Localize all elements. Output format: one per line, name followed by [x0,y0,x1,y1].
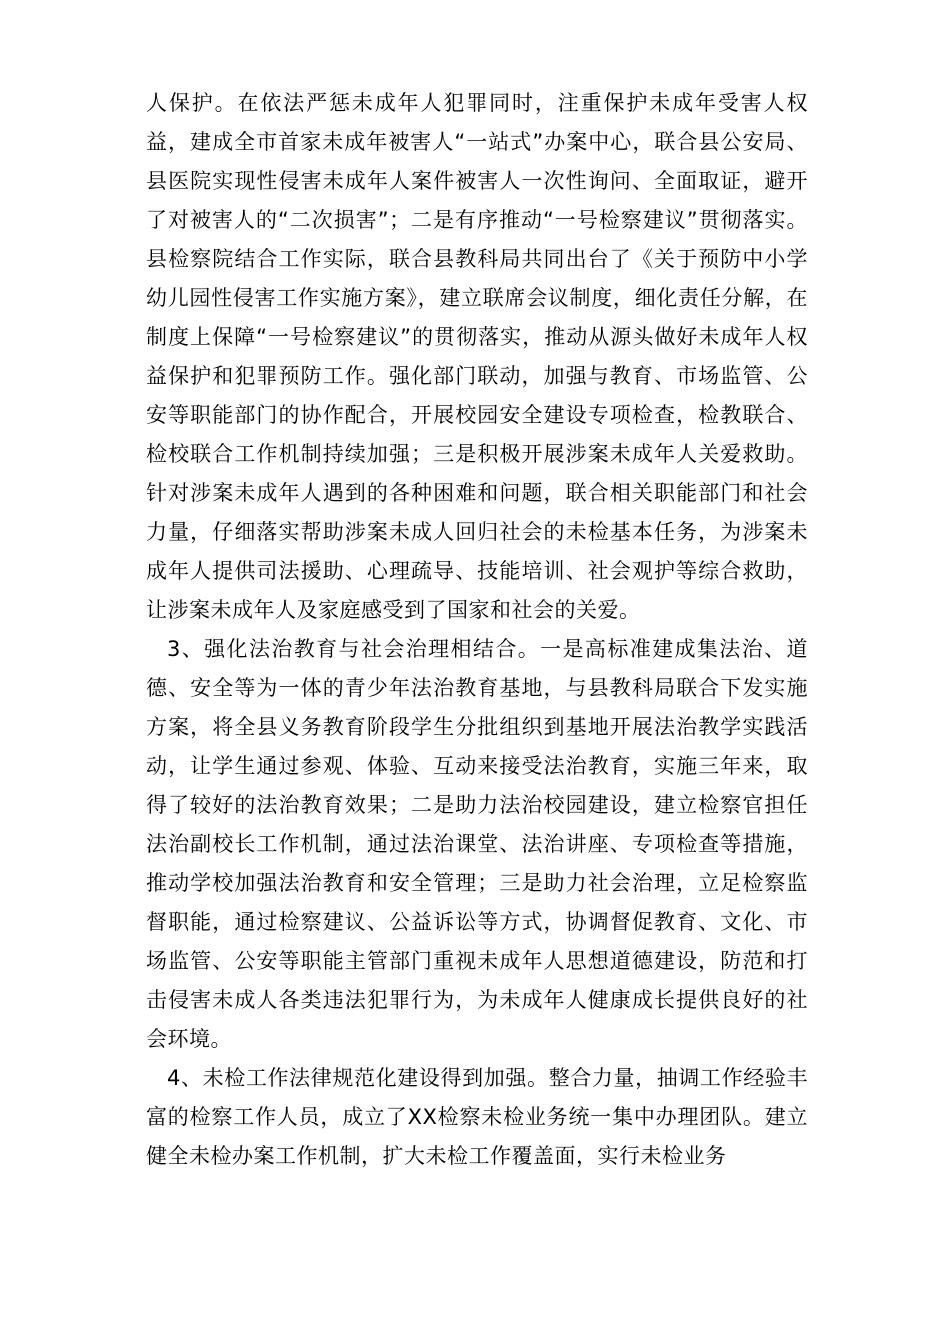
paragraph-2: 3、强化法治教育与社会治理相结合。一是高标准建成集法治、道德、安全等为一体的青少年法治教育基地，与县教科局联合下发实施方案，将全县义务教育阶段学生分批组织到基地开展法治教学实践活动，让学生通过参观、体验、互动来接受法治教育，实施三年来，取得了较好的法治教育效果；二是助力法治校园建设，建立检察官担任法治副校长工作机制，通过法治课堂、法治讲座、专项检查等措施，推动学校加强法治教育和安全管理；三是助力社会治理，立足检察监督职能，通过检察建议、公益诉讼等方式，协调督促教育、文化、市场监管、公安等职能主管部门重视未成年人思想道德建设，防范和打击侵害未成人各类违法犯罪行为，为未成年人健康成长提供良好的社会环境。 [146,637,808,1051]
paragraph-3: 4、未检工作法律规范化建设得到加强。整合力量，抽调工作经验丰富的检察工作人员，成立了XX检察未检业务统一集中办理团队。建立健全未检办案工作机制，扩大未检工作覆盖面，实行未检业务 [146,1066,808,1168]
document-body [146,84,808,1176]
paragraph-1: 人保护。在依法严惩未成年人犯罪同时，注重保护未成年受害人权益，建成全市首家未成年被害人“一站式”办案中心，联合县公安局、县医院实现性侵害未成年人案件被害人一次性询问、全面取证，避开了对被害人的“二次损害”；二是有序推动“一号检察建议”贯彻落实。县检察院结合工作实际，联合县教科局共同出台了《关于预防中小学幼儿园性侵害工作实施方案》，建立联席会议制度，细化责任分解，在制度上保障“一号检察建议”的贯彻落实，推动从源头做好未成年人权益保护和犯罪预防工作。强化部门联动，加强与教育、市场监管、公安等职能部门的协作配合，开展校园安全建设专项检查，检教联合、检校联合工作机制持续加强；三是积极开展涉案未成年人关爱救助。针对涉案未成年人遇到的各种困难和问题，联合相关职能部门和社会力量，仔细落实帮助涉案未成人回归社会的未检基本任务，为涉案未成年人提供司法援助、心理疏导、技能培训、社会观护等综合救助，让涉案未成年人及家庭感受到了国家和社会的关爱。 [146,91,808,622]
